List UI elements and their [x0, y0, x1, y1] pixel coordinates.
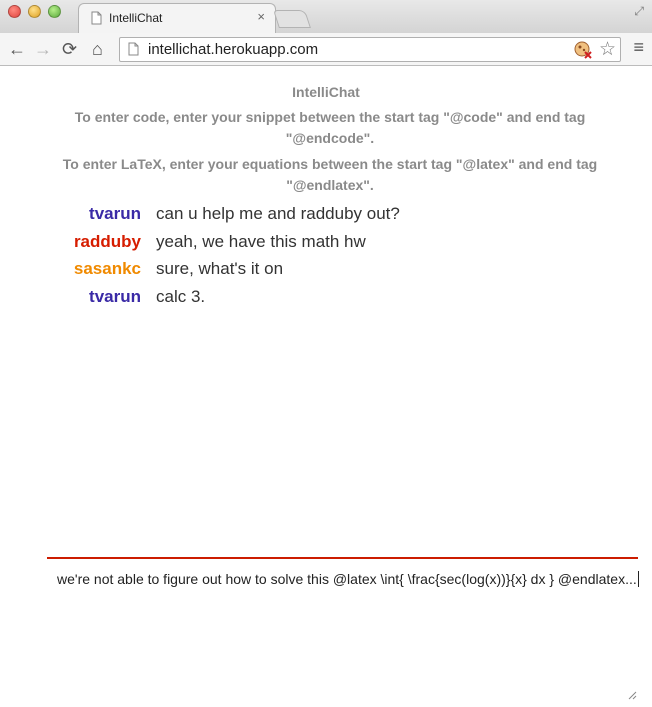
fullscreen-icon[interactable]: ⤢ — [634, 4, 644, 18]
app-title: IntelliChat — [292, 84, 360, 100]
close-tab-icon[interactable]: × — [257, 9, 265, 24]
message-text: can u help me and radduby out? — [156, 204, 400, 223]
message-input-text[interactable] — [57, 571, 639, 587]
composer-divider — [47, 557, 638, 559]
chat-page — [0, 67, 652, 707]
close-window-button[interactable] — [8, 5, 21, 18]
browser-tab-bar — [0, 0, 652, 33]
message-input-value: we're not able to figure out how to solve this @latex \int{ \frac{sec(log(x))}{x} dx } @endlatex... — [57, 571, 637, 587]
message-list — [0, 202, 652, 312]
message-input[interactable] — [47, 560, 641, 707]
message-row — [0, 285, 652, 313]
message-text: sure, what's it on — [156, 259, 284, 278]
forward-button[interactable]: → — [34, 39, 52, 59]
page-icon — [128, 42, 139, 61]
zoom-window-button[interactable] — [48, 5, 61, 18]
bookmark-star-icon[interactable]: ☆ — [598, 39, 616, 60]
reload-button[interactable]: ⟳ — [62, 39, 78, 59]
text-caret — [638, 571, 639, 587]
browser-tab[interactable] — [78, 3, 276, 33]
new-tab-button[interactable] — [273, 10, 311, 28]
message-username: tvarun — [89, 204, 141, 223]
window-controls — [8, 5, 61, 18]
message-row — [0, 202, 652, 230]
address-bar[interactable] — [119, 37, 621, 62]
browser-toolbar — [0, 33, 652, 66]
resize-grip-icon[interactable] — [628, 687, 637, 705]
tab-title: IntelliChat — [109, 11, 163, 25]
message-username: sasankc — [73, 259, 141, 278]
message-text: yeah, we have this math hw — [156, 231, 366, 251]
message-text: calc 3. — [156, 286, 206, 306]
home-button[interactable]: ⌂ — [92, 39, 103, 59]
url-text[interactable]: intellichat.herokuapp.com — [148, 41, 319, 58]
code-instruction: To enter code, enter your snippet between the start tag "@code" and end tag "@endcode". — [74, 109, 586, 146]
message-username: radduby — [73, 231, 141, 251]
extension-icon[interactable] — [574, 41, 592, 64]
back-button[interactable]: ← — [8, 39, 26, 59]
message-row — [0, 257, 652, 285]
latex-instruction: To enter LaTeX, enter your equations between the start tag "@latex" and end tag "@endlatex". — [62, 156, 598, 193]
menu-icon[interactable]: ≡ — [633, 37, 644, 57]
message-username: tvarun — [89, 286, 141, 306]
message-row — [0, 230, 652, 258]
minimize-window-button[interactable] — [28, 5, 41, 18]
document-icon — [91, 11, 102, 30]
